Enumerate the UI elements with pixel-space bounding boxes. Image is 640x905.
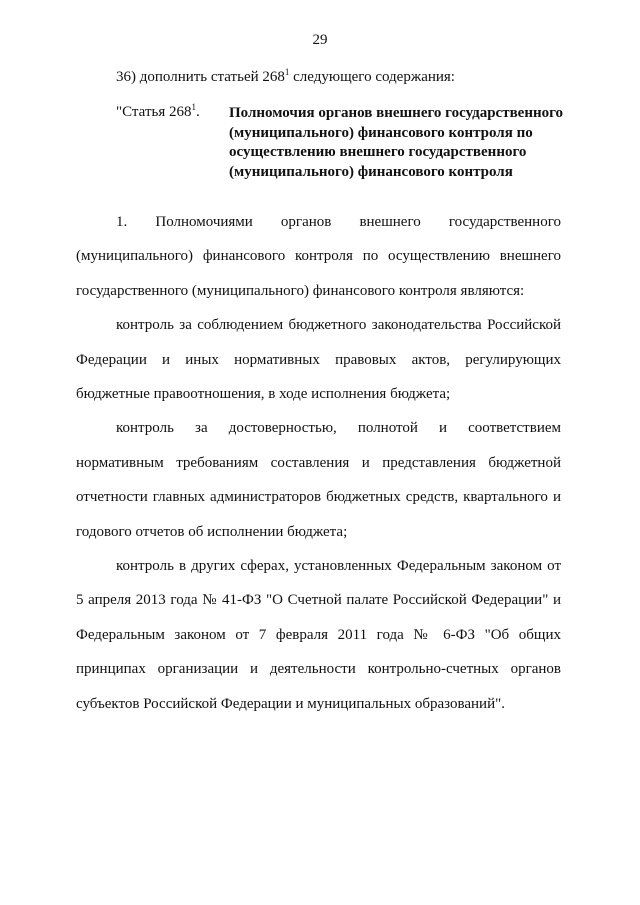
paragraph-3: контроль за достоверностью, полнотой и соответствием нормативным требованиям составления и представления бюджетной отчетности главных администраторов бюджетных средств, квартального и годового отчетов об исполнении бюджета; <box>76 420 561 540</box>
amendment-superscript: 1 <box>284 67 290 77</box>
paragraph-2: контроль за соблюдением бюджетного законодательства Российской Федерации и иных нормативных правовых актов, регулирующих бюджетные правоотношения, в ходе исполнения бюджета; <box>76 317 561 403</box>
article-title: Полномочия органов внешнего государственного (муниципального) финансового контроля по осуществлению внешнего государственного (муниципального) финансового контроля <box>229 105 564 180</box>
amendment-line <box>116 69 455 86</box>
article-label-text: "Статья 268 <box>116 104 192 120</box>
amendment-text-end: следующего содержания: <box>289 69 455 85</box>
page-number: 29 <box>312 32 328 48</box>
article-label-superscript: 1 <box>191 102 196 112</box>
amendment-text-start: 36) дополнить статьей 268 <box>116 69 285 85</box>
article-label-dot: . <box>195 104 200 120</box>
paragraph-4: контроль в других сферах, установленных Федеральным законом от 5 апреля 2013 года № 41-ФЗ "О Счетной палате Российской Федерации" и Федеральным законом от 7 февраля 2011 года № 6-ФЗ "Об общих принципах организации и деятельности контрольно-счетных органов субъектов Российской Федерации и муниципальных образований". <box>76 558 561 712</box>
article-body <box>76 205 561 721</box>
paragraph-1: 1. Полномочиями органов внешнего государственного (муниципального) финансового контроля по осуществлению внешнего государственного (муниципального) финансового контроля являются: <box>76 214 561 299</box>
article-label <box>116 104 200 121</box>
